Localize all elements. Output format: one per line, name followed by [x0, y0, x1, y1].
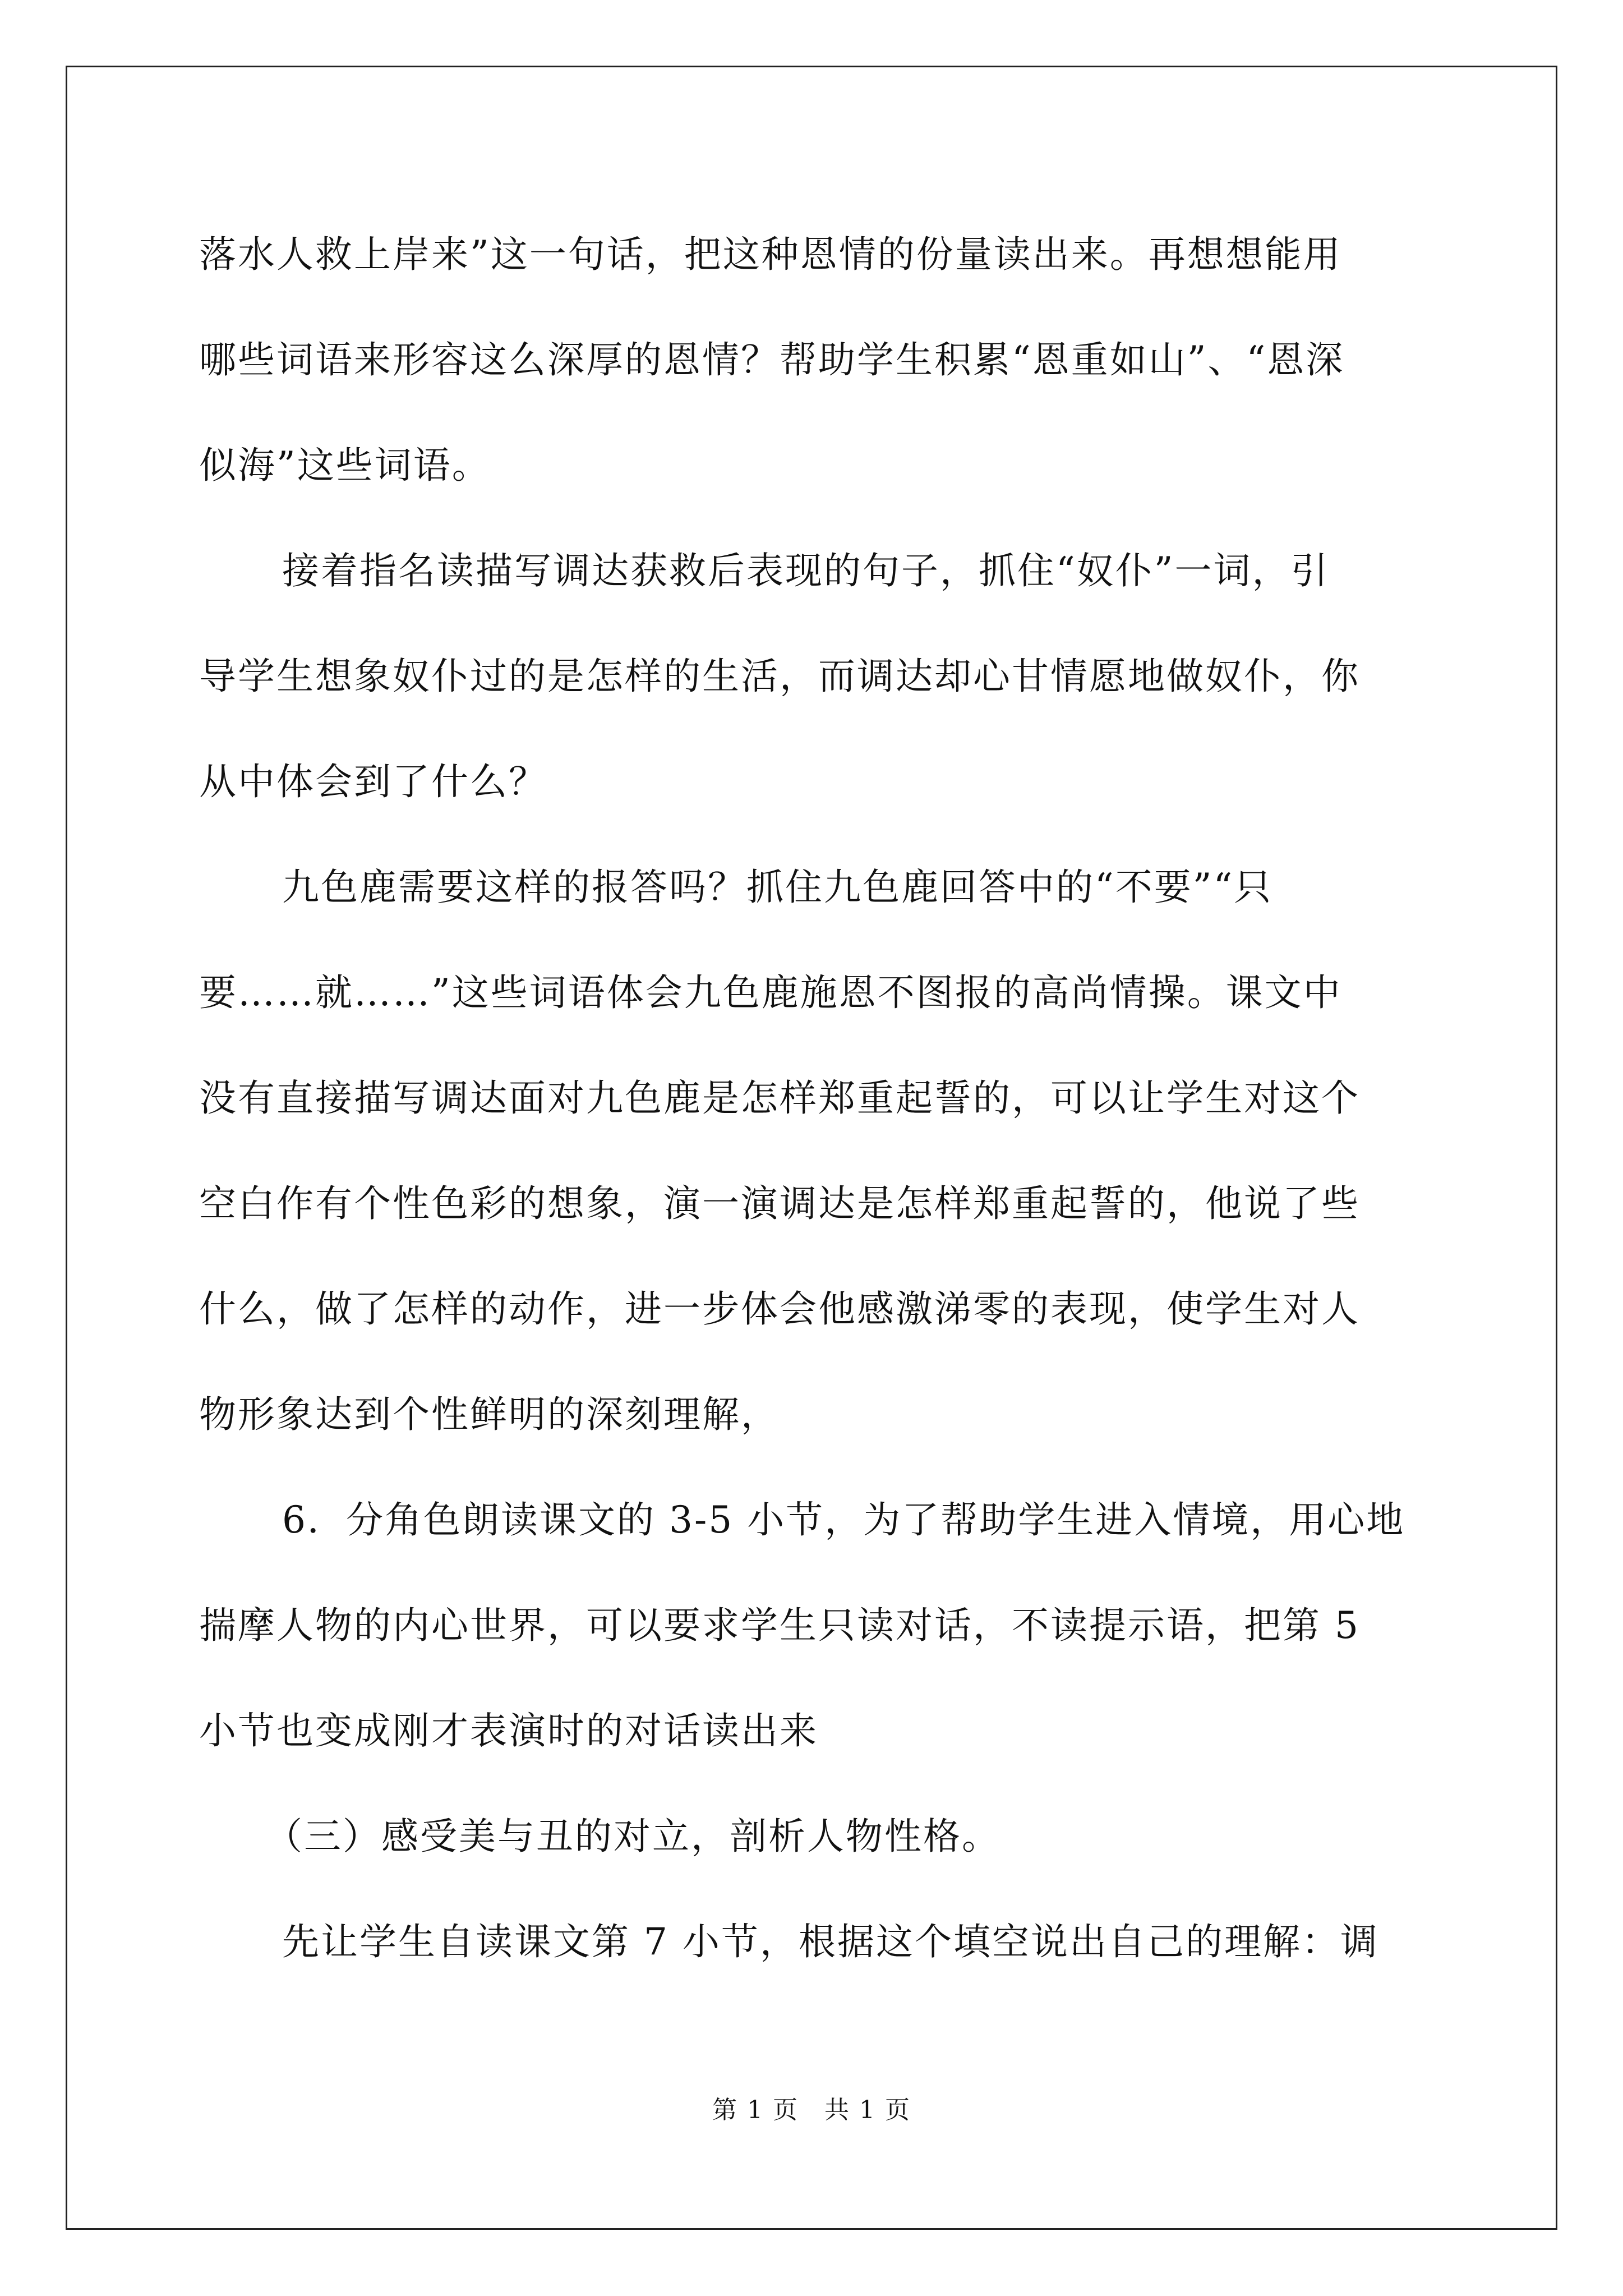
text-line: 哪些词语来形容这么深厚的恩情？帮助学生积累“恩重如山”、“恩深 — [199, 338, 1345, 381]
document-body — [199, 202, 1436, 1995]
paragraph-2 — [199, 518, 1436, 835]
paragraph-1 — [199, 202, 1436, 518]
text-line: 空白作有个性色彩的想象，演一演调达是怎样郑重起誓的，他说了些 — [199, 1182, 1360, 1225]
text-line: 九色鹿需要这样的报答吗？抓住九色鹿回答中的“不要”“只 — [282, 866, 1273, 909]
text-line: 揣摩人物的内心世界，可以要求学生只读对话，不读提示语，把第 5 — [199, 1604, 1360, 1647]
text-line: （三）感受美与丑的对立，剖析人物性格。 — [265, 1815, 1000, 1858]
text-line: 接着指名读描写调达获救后表现的句子，抓住“奴仆”一词，引 — [282, 549, 1330, 592]
text-line: 什么，做了怎样的动作，进一步体会他感激涕零的表现，使学生对人 — [199, 1287, 1360, 1331]
text-line: 先让学生自读课文第 7 小节，根据这个填空说出自己的理解：调 — [282, 1920, 1379, 1963]
text-line: 从中体会到了什么？ — [199, 760, 547, 803]
paragraph-3 — [199, 835, 1436, 1467]
page-footer: 第 1 页 共 1 页 — [712, 2096, 911, 2124]
paragraph-5-heading — [199, 1784, 1436, 1889]
text-line: 小节也变成刚才表演时的对话读出来 — [199, 1709, 818, 1752]
text-line: 6．分角色朗读课文的 3-5 小节，为了帮助学生进入情境，用心地 — [282, 1498, 1405, 1542]
text-line: 落水人救上岸来”这一句话，把这种恩情的份量读出来。再想想能用 — [199, 233, 1342, 276]
text-line: 似海”这些词语。 — [199, 444, 491, 487]
paragraph-4 — [199, 1467, 1436, 1784]
text-line: 没有直接描写调达面对九色鹿是怎样郑重起誓的，可以让学生对这个 — [199, 1076, 1360, 1120]
paragraph-6 — [199, 1889, 1436, 1995]
text-line: 导学生想象奴仆过的是怎样的生活，而调达却心甘情愿地做奴仆，你 — [199, 655, 1360, 698]
text-line: 物形象达到个性鲜明的深刻理解， — [199, 1393, 780, 1436]
text-line: 要……就……”这些词语体会九色鹿施恩不图报的高尚情操。课文中 — [199, 971, 1342, 1014]
